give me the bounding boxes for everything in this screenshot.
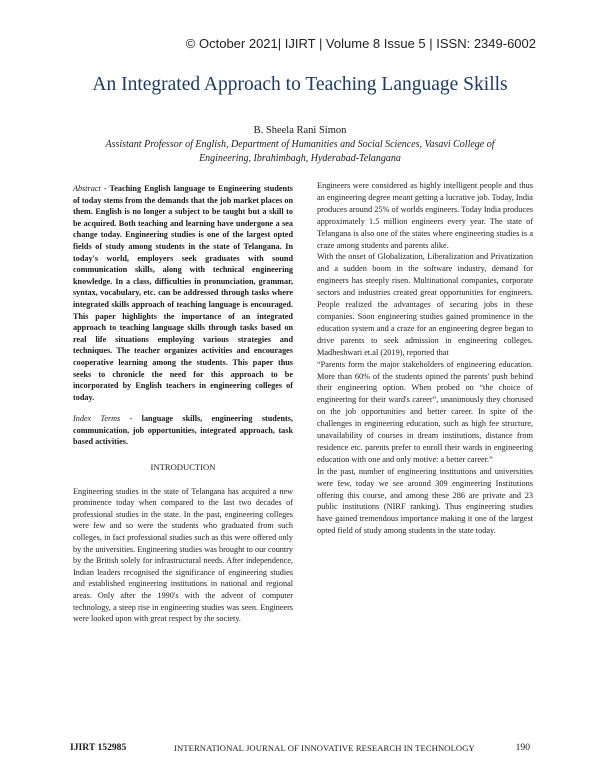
- body-paragraph: With the onset of Globalization, Liberalization and Privatization and a sudden boom in the software industry, demand for engineers has steeply risen. Multinational companies, corporate sectors and industries created great opportunities for engineers. People realized the advantages of securing jobs in these companies. Soon engineering studies gained prominence in the education system and a craze for an engineering degree began to drive parents to seek admission in engineering colleges. Madheshwari et.al (2019), reported that: [317, 252, 533, 357]
- page-footer: [70, 742, 530, 756]
- right-column: [317, 180, 533, 537]
- author-name: B. Sheela Rani Simon: [253, 125, 347, 136]
- intro-paragraph: Engineering studies in the state of Telangana has acquired a new prominence today when compared to the last two decades of professional studies in the state. In the past, engineering colleges were few and so were the students who graduated from such colleges, in fact professional studies such as this were offered only by the universities. Engineering studies was brought to our country by the British solely for infrastructural needs. After independence, Indian leaders recognised the significance of engineering studies and established engineering institutions in national and regional areas. Only after the 1990's with the advent of computer technology, a steep rise in engineering studies was seen. Engineers were looked upon with great respect by the society.: [73, 486, 293, 624]
- paper-title: An Integrated Approach to Teaching Language Skills: [92, 74, 508, 95]
- page-number: 190: [515, 742, 530, 753]
- author-affiliation: Assistant Professor of English, Department of Humanities and Social Sciences, Vasavi College of Engineering, Ibrahimbagh, Hyderabad-Telangana: [105, 139, 495, 164]
- journal-header: © October 2021| IJIRT | Volume 8 Issue 5 | ISSN: 2349-6002: [185, 36, 536, 51]
- section-heading-introduction: INTRODUCTION: [150, 462, 216, 473]
- abstract-label: Abstract -: [73, 184, 107, 193]
- quotation-paragraph: “Parents form the major stakeholders of engineering education. More than 60% of the students opined the parents' push behind their engineering option. When probed on “the choice of engineering for their ward's career”, unanimously they chorused on the job opportunities and better career. In spite of the challenges in engineering education, such as high fee structure, unavailability of courses in dream institutions, distance from residence etc. parents prefer to enroll their wards in engineering education with one and only motive: a better career.”: [317, 359, 533, 464]
- body-paragraph: Engineers were considered as highly intelligent people and thus an engineering degree meant getting a lucrative job. Today, India produces around 25% of worlds engineers. Today India produces approximately 1.5 million engineers every year. The state of Telangana is also one of the states where engineering studies is a craze among students and parents alike.: [317, 181, 533, 250]
- footer-paper-id: IJIRT 152985: [70, 742, 127, 753]
- footer-journal-name: INTERNATIONAL JOURNAL OF INNOVATIVE RESEARCH IN TECHNOLOGY: [174, 743, 475, 753]
- abstract: [73, 183, 293, 403]
- abstract-text: Teaching English language to Engineering students of today stems from the demands that the job market places on them. English is no longer a subject to be taught but a skill to be acquired. Both teaching and learning have undergone a sea change today. Engineering studies is one of the largest opted fields of study among students in the state of Telangana. In today's world, employers seek graduates with sound communication skills, along with technical engineering knowledge. In a class, difficulties in pronunciation, grammar, syntax, vocabulary, etc. can be addressed through tasks where integrated skills approach of teaching language is encouraged. This paper highlights the importance of an integrated approach to teaching language skills through tasks based on real life situations employing various strategies and techniques. The teacher organizes activities and encourages cooperative learning among the students. This paper thus seeks to chronicle the need for this approach to be incorporated by English teachers in engineering colleges of today.: [73, 184, 293, 402]
- index-terms: [73, 413, 293, 448]
- index-terms-label: Index Terms -: [73, 414, 133, 424]
- left-column: [73, 183, 293, 625]
- body-paragraph: In the past, number of engineering institutions and universities were few, today we see around 309 engineering Institutions offering this course, and among these 286 are private and 23 public institutions (NIRF ranking). Thus engineering studies have gained tremendous importance making it one of the largest opted field of study among students in the state today.: [317, 466, 533, 536]
- index-terms-text: language skills, engineering students, communication, job opportunities, integrated approach, task based activities.: [73, 414, 293, 447]
